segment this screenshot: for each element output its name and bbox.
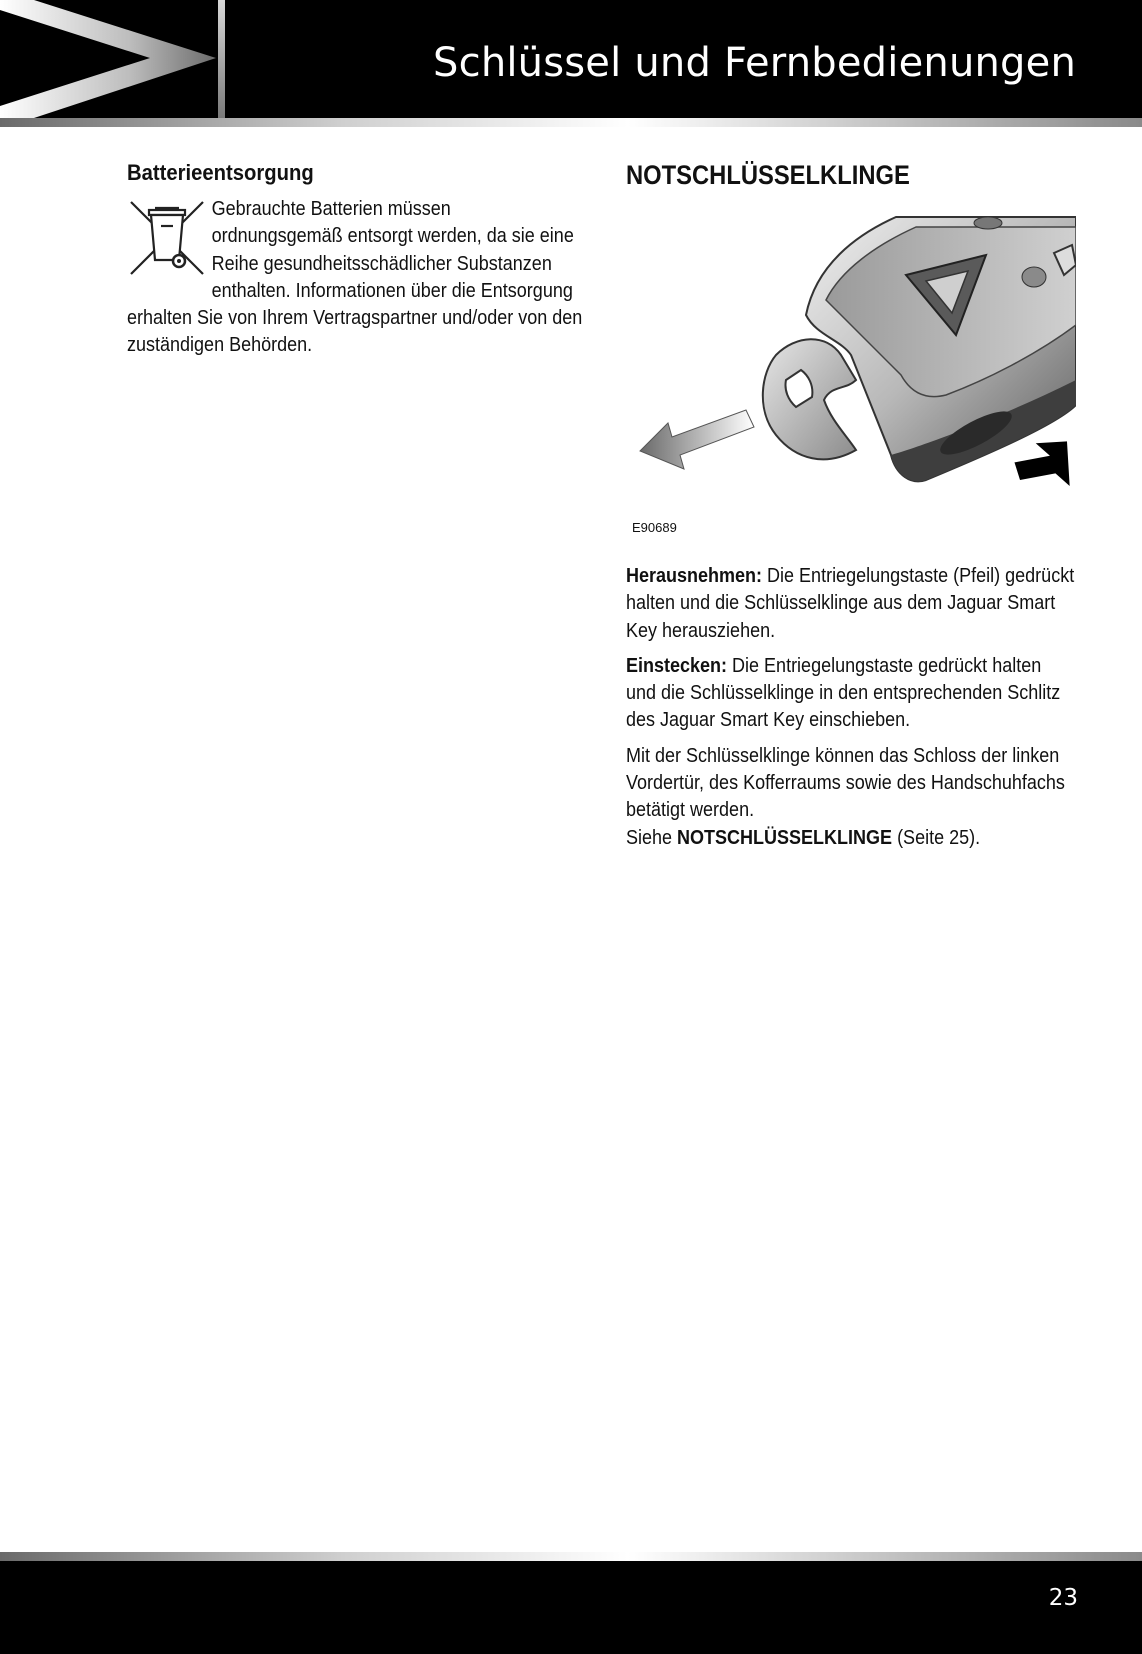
insert-text: Die Entriegelungstaste gedrückt halten und die Schlüsselklinge in den entsprechenden Schlitz des Jaguar Smart Key einschieben. — [626, 654, 1061, 732]
usage-paragraph — [626, 743, 1076, 852]
remove-label: Herausnehmen: — [626, 565, 763, 587]
footer-divider — [0, 1552, 1142, 1561]
emergency-key-blade-section — [626, 160, 1076, 860]
usage-text: Mit der Schlüsselklinge können das Schloss der linken Vordertür, des Kofferraums sowie des Handschuhfachs betätigt werden. — [626, 744, 1065, 822]
smart-key-blade-illustration — [626, 205, 1076, 505]
page-title: Schlüssel und Fernbedienungen — [433, 40, 1076, 86]
page-footer — [0, 1561, 1142, 1654]
reference-suffix: (Seite 25). — [892, 826, 981, 849]
reference-prefix: Siehe — [626, 826, 678, 849]
section-subheading: Batterieentsorgung — [127, 160, 314, 185]
figure-code: E90689 — [632, 520, 677, 535]
page-header — [0, 0, 1142, 118]
remove-paragraph — [626, 563, 1076, 645]
battery-disposal-section — [127, 160, 587, 360]
chevron-graphic — [0, 0, 240, 118]
insert-label: Einstecken: — [626, 654, 728, 677]
battery-disposal-text: Gebrauchte Batterien müssen ordnungsgemäß entsorgt werden, da sie eine Reihe gesundheitsschädlicher Substanzen enthalten. Informationen über die Entsorgung erhalten Sie von Ihrem Vertragspartner und/oder von den zuständigen Behörden. — [127, 198, 583, 357]
section-heading: NOTSCHLÜSSELKLINGE — [626, 160, 910, 190]
insert-paragraph — [626, 653, 1076, 735]
header-divider — [0, 118, 1142, 127]
page-number: 23 — [1048, 1585, 1078, 1611]
remove-text: Die Entriegelungstaste (Pfeil) gedrückt halten und die Schlüsselklinge aus dem Jaguar Smart Key herausziehen. — [626, 565, 1075, 642]
reference-link[interactable]: NOTSCHLÜSSELKLINGE — [677, 826, 893, 849]
